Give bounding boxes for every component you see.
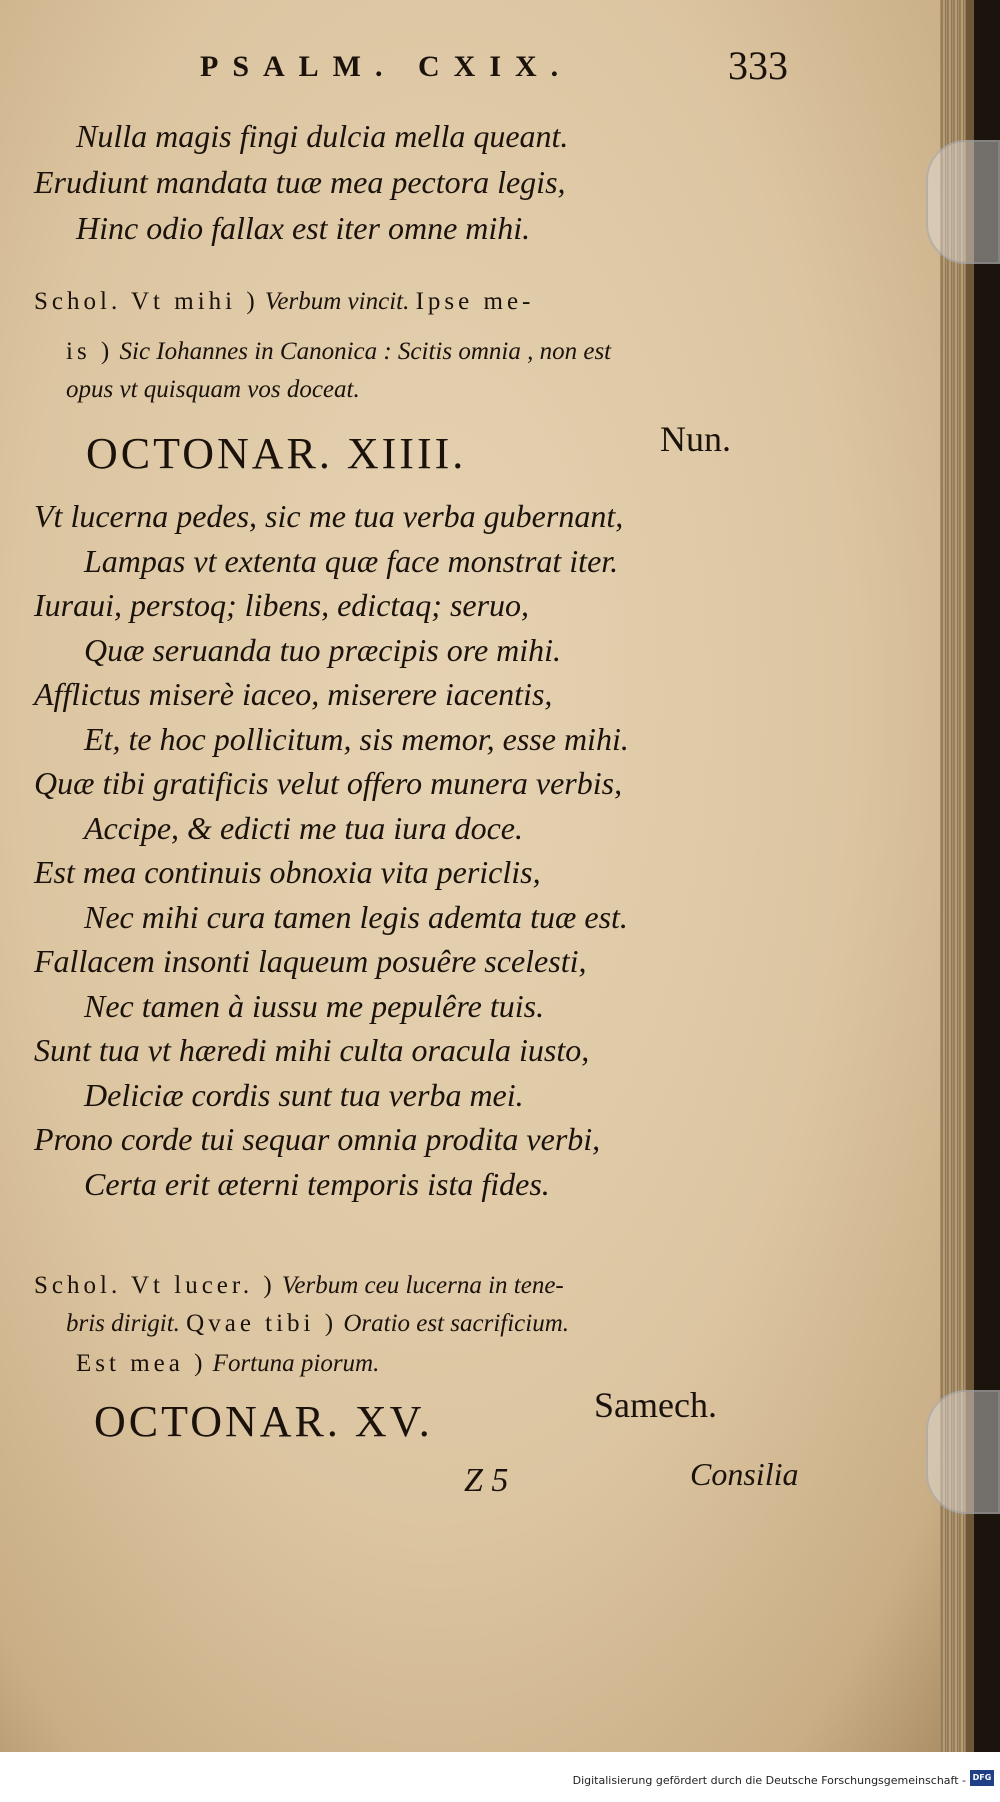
section-title: OCTONAR. XV.	[94, 1397, 433, 1446]
scholion-text: Fortuna piorum.	[212, 1350, 380, 1377]
scholion-text: Sic Iohannes in Canonica : Scitis omnia , non est	[119, 338, 612, 365]
scholion-text: opus vt quisquam vos doceat.	[66, 376, 360, 403]
scholion-ref: is )	[66, 338, 114, 365]
scholion-line	[76, 1350, 379, 1378]
scholion-ref: Ipse me-	[415, 288, 535, 315]
verse-line: Nec mihi cura tamen legis ademta tuæ est.	[84, 898, 628, 935]
hebrew-letter: Nun.	[660, 419, 731, 459]
verse-line: Quæ seruanda tuo præcipis ore mihi.	[84, 631, 562, 668]
verse-line: Iuraui, perstoq; libens, edictaq; seruo,	[34, 587, 530, 623]
verse-line: Est mea continuis obnoxia vita periclis,	[34, 854, 541, 890]
verse-line: Et, te hoc pollicitum, sis memor, esse mihi.	[84, 720, 629, 757]
running-title: PSALM. CXIX.	[200, 50, 573, 83]
verse-line: Prono corde tui sequar omnia prodita verbi,	[34, 1121, 601, 1157]
verse-line: Erudiunt mandata tuæ mea pectora legis,	[34, 164, 566, 200]
verse-line: Hinc odio fallax est iter omne mihi.	[76, 210, 531, 246]
verse-line: Quæ tibi gratificis velut offero munera verbis,	[34, 765, 623, 801]
scholion-ref: Est mea )	[76, 1350, 207, 1377]
scholion-line	[34, 288, 534, 316]
verse-line: Accipe, & edicti me tua iura doce.	[84, 809, 523, 846]
verse-line: Vt lucerna pedes, sic me tua verba gubernant,	[34, 498, 624, 534]
verse-line: Nulla magis fingi dulcia mella queant.	[76, 118, 569, 154]
scholion-line	[66, 376, 360, 404]
dfg-logo: DFG	[970, 1770, 994, 1786]
catchword: Consilia	[690, 1456, 799, 1492]
scholion-ref: Schol. Vt lucer. )	[34, 1272, 276, 1299]
verse-line: Certa erit æterni temporis ista fides.	[84, 1165, 550, 1202]
scholion-ref: Schol. Vt mihi )	[34, 288, 259, 315]
page-clip-top	[926, 140, 1000, 264]
scholion-text: Verbum ceu lucerna in tene-	[281, 1272, 564, 1299]
scholion-line	[66, 338, 611, 366]
verse-line: Fallacem insonti laqueum posuêre scelesti,	[34, 943, 587, 979]
scholion-line	[34, 1272, 564, 1300]
page-number: 333	[728, 43, 788, 88]
scholion-text: Oratio est sacrificium.	[343, 1310, 570, 1337]
scholion-text: bris dirigit.	[66, 1310, 180, 1337]
verse-line: Nec tamen à iussu me pepulêre tuis.	[84, 987, 545, 1024]
scholion-text: Verbum vincit.	[264, 288, 410, 315]
verse-line: Afflictus miserè iaceo, miserere iacentis,	[34, 676, 553, 712]
scholion-ref: Qvae tibi )	[186, 1310, 338, 1337]
page-clip-bottom	[926, 1390, 1000, 1514]
verse-line: Sunt tua vt hæredi mihi culta oracula iusto,	[34, 1032, 590, 1068]
digitization-credit: Digitalisierung gefördert durch die Deutsche Forschungsgemeinschaft -	[572, 1774, 966, 1787]
section-title: OCTONAR. XIIII.	[86, 429, 467, 478]
verse-line: Lampas vt extenta quæ face monstrat iter.	[84, 542, 619, 579]
signature-mark: Z 5	[464, 1462, 509, 1499]
scholion-line	[66, 1310, 569, 1338]
hebrew-letter: Samech.	[594, 1385, 717, 1425]
verse-line: Deliciæ cordis sunt tua verba mei.	[84, 1076, 524, 1113]
